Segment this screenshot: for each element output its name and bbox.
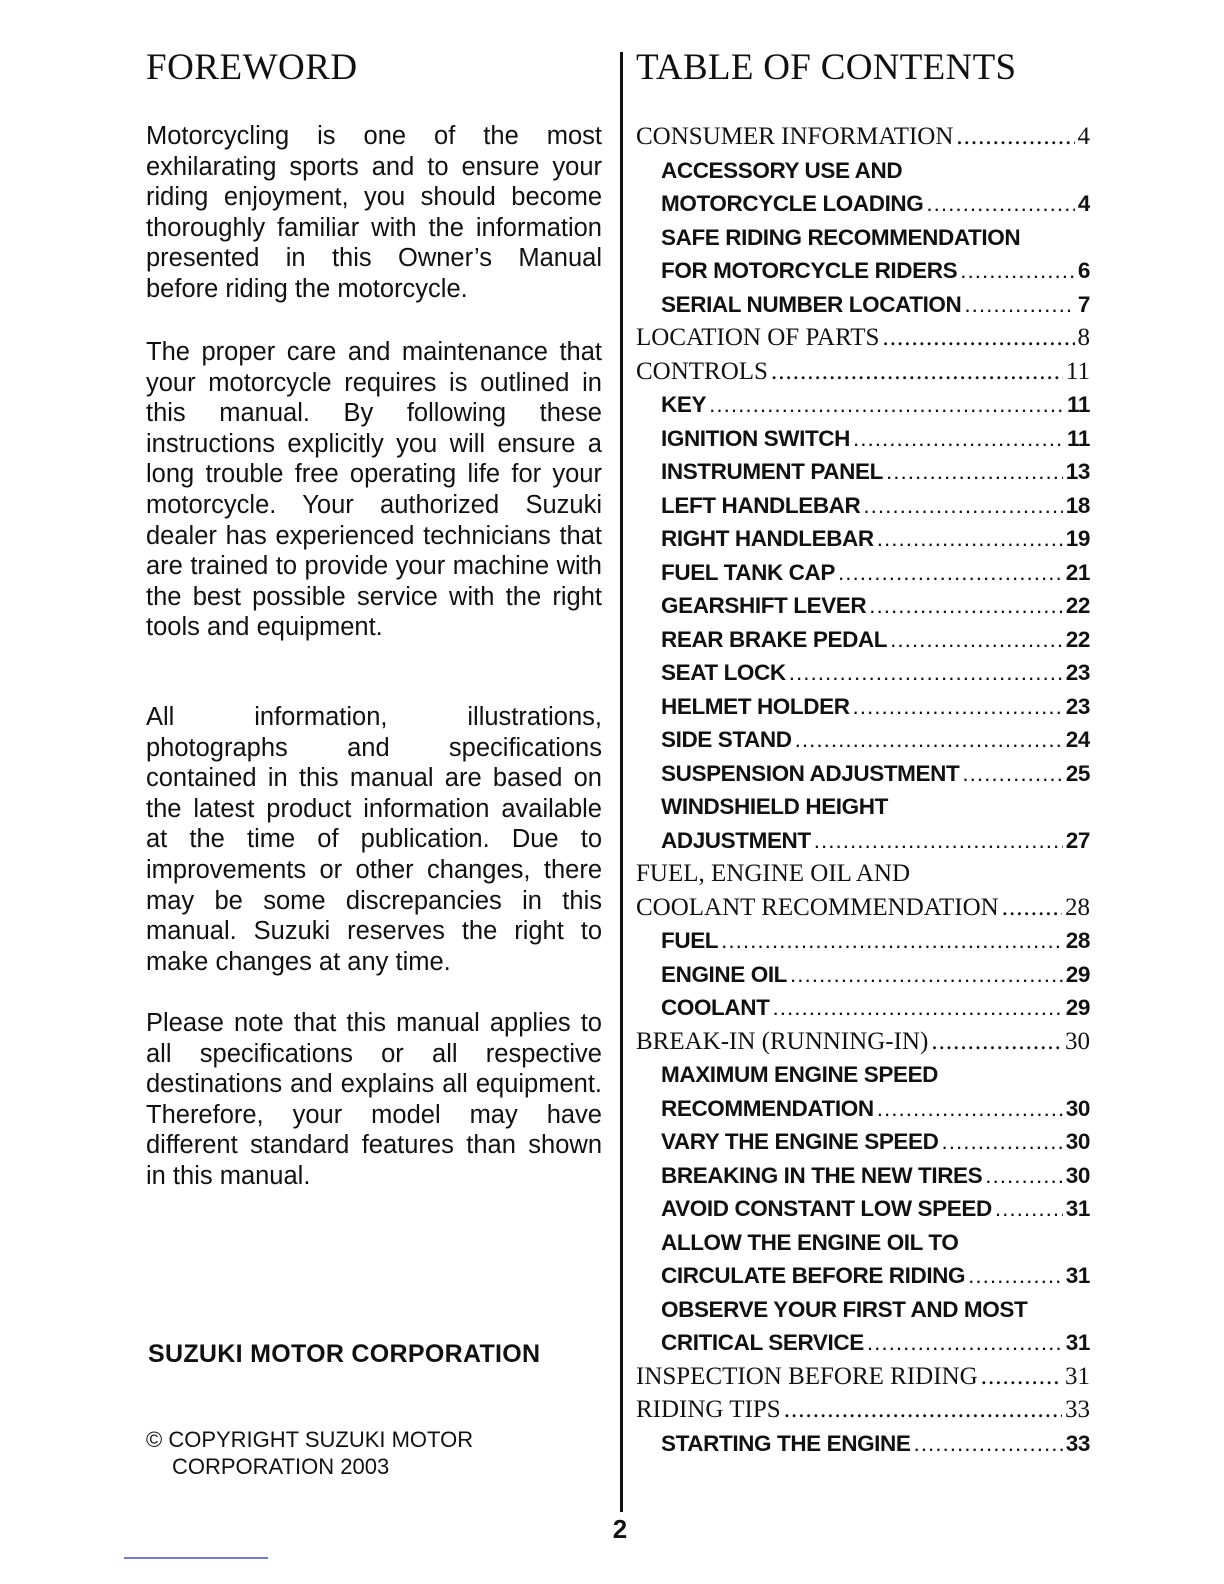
toc-leader-dots <box>709 388 1064 422</box>
toc-entry-page: 18 <box>1065 492 1090 518</box>
foreword-paragraph-2: The proper care and maintenance that your motorcycle requires is outlined in this manual. By following these instructions explicitly you will ensure a long trouble free operating life for your motorcycle. Your authorized Suzuki dealer has experienced technicians that are trained to provide your machine with the best possible service with the right tools and equipment. <box>146 338 602 642</box>
toc-leader-dots <box>877 522 1063 556</box>
toc-entry[interactable] <box>636 991 1090 1025</box>
toc-entry[interactable] <box>636 355 1090 389</box>
toc-entry-page: 29 <box>1065 961 1090 987</box>
toc-leader-dots <box>771 355 1063 389</box>
toc-entry[interactable] <box>636 757 1090 791</box>
toc-entry-page: 27 <box>1065 827 1090 853</box>
toc-leader-dots <box>926 187 1074 221</box>
column-divider <box>620 52 623 1512</box>
page-number: 2 <box>612 1514 628 1544</box>
toc-entry[interactable] <box>636 589 1090 623</box>
toc-entry-page: 30 <box>1065 1027 1090 1055</box>
toc-entry-label: RIGHT HANDLEBAR <box>661 526 874 551</box>
toc-leader-dots <box>867 1326 1063 1360</box>
toc-entry-label: CRITICAL SERVICE <box>661 1330 864 1355</box>
toc-entry-page: 30 <box>1065 1129 1090 1154</box>
toc-entry[interactable] <box>636 1427 1090 1461</box>
toc-entry-page: 29 <box>1065 995 1090 1020</box>
toc-entry[interactable] <box>636 522 1090 556</box>
toc-entry[interactable] <box>636 1393 1090 1427</box>
toc-entry-label: ACCESSORY USE AND <box>661 157 903 183</box>
toc-entry-label: ADJUSTMENT <box>661 827 811 853</box>
toc-entry[interactable] <box>636 857 1090 891</box>
toc-entry-label: FUEL TANK CAP <box>661 559 835 585</box>
toc-entry-page: 7 <box>1077 291 1090 317</box>
toc-entry-page: 31 <box>1065 1263 1090 1288</box>
toc-entry-page: 31 <box>1065 1330 1090 1355</box>
toc-entry[interactable] <box>636 1159 1090 1193</box>
toc-entry-page: 13 <box>1065 459 1090 484</box>
toc-entry-label: SIDE STAND <box>661 727 792 752</box>
toc-entry[interactable] <box>636 891 1090 925</box>
toc-leader-dots <box>853 422 1064 456</box>
toc-entry[interactable] <box>636 1025 1090 1059</box>
toc-entry-label: REAR BRAKE PEDAL <box>661 626 888 652</box>
toc-leader-dots <box>942 1125 1063 1159</box>
toc-entry-label: CONTROLS <box>636 357 768 385</box>
toc-entry-page: 4 <box>1077 191 1090 216</box>
toc-leader-dots <box>721 924 1063 958</box>
toc-leader-dots <box>882 321 1074 355</box>
toc-entry[interactable] <box>636 455 1090 489</box>
toc-entry[interactable] <box>636 556 1090 590</box>
toc-entry-page: 21 <box>1065 559 1090 585</box>
toc-entry-label: IGNITION SWITCH <box>661 425 850 451</box>
foreword-paragraph-3: All information, illustrations, photographs and specifications contained in this manual are based on the latest product information available at the time of publication. Due to improvements or other changes, there may be some discrepancies in this manual. Suzuki reserves the right to make changes at any time. <box>146 703 602 976</box>
toc-leader-dots <box>869 589 1062 623</box>
toc-leader-dots <box>995 1192 1063 1226</box>
toc-leader-dots <box>886 455 1063 489</box>
toc-entry-page: 23 <box>1065 660 1090 685</box>
toc-list <box>636 120 1090 1460</box>
toc-entry-label: WINDSHIELD HEIGHT <box>661 794 888 819</box>
toc-leader-dots <box>981 1360 1062 1394</box>
toc-entry-page: 23 <box>1065 693 1090 719</box>
toc-entry[interactable] <box>636 1092 1090 1126</box>
toc-entry-label: GEARSHIFT LEVER <box>661 593 867 618</box>
corporation-name: SUZUKI MOTOR CORPORATION <box>148 1340 541 1368</box>
toc-entry-page: 4 <box>1077 123 1090 150</box>
toc-entry-page: 33 <box>1065 1430 1090 1456</box>
toc-leader-dots <box>968 1259 1063 1293</box>
foreword-paragraph-1: Motorcycling is one of the most exhilarating sports and to ensure your riding enjoyment, you should become thoroughly familiar with the information presented in this Owner’s Manual before riding the motorcycle. <box>146 122 602 303</box>
toc-leader-dots <box>877 1092 1063 1126</box>
toc-entry-label: COOLANT <box>661 995 770 1020</box>
toc-entry-label: KEY <box>661 392 707 417</box>
toc-entry[interactable] <box>636 1326 1090 1360</box>
toc-column <box>636 44 1090 1456</box>
toc-entry[interactable] <box>636 790 1090 824</box>
toc-entry-page: 30 <box>1065 1095 1090 1121</box>
toc-leader-dots <box>960 254 1075 288</box>
toc-entry[interactable] <box>636 723 1090 757</box>
toc-entry-label: ALLOW THE ENGINE OIL TO <box>661 1229 959 1255</box>
toc-entry-label: SAFE RIDING RECOMMENDATION <box>661 224 1021 250</box>
toc-entry-page: 30 <box>1065 1162 1090 1188</box>
toc-leader-dots <box>814 824 1063 858</box>
toc-entry[interactable] <box>636 120 1090 154</box>
toc-entry[interactable] <box>636 288 1090 322</box>
toc-entry[interactable] <box>636 388 1090 422</box>
bottom-rule <box>124 1557 268 1559</box>
toc-entry-label: LEFT HANDLEBAR <box>661 492 861 518</box>
foreword-column <box>146 44 602 1479</box>
toc-leader-dots <box>838 556 1063 590</box>
toc-entry-label: AVOID CONSTANT LOW SPEED <box>661 1196 992 1221</box>
toc-entry-label: HELMET HOLDER <box>661 693 850 719</box>
toc-leader-dots <box>890 623 1063 657</box>
toc-entry[interactable] <box>636 623 1090 657</box>
toc-entry-page: 31 <box>1065 1196 1090 1221</box>
toc-entry-label: FOR MOTORCYCLE RIDERS <box>661 258 958 283</box>
toc-entry-page: 11 <box>1065 357 1090 385</box>
toc-entry-page: 22 <box>1065 626 1090 652</box>
toc-entry-label: MOTORCYCLE LOADING <box>661 191 924 216</box>
toc-entry[interactable] <box>636 958 1090 992</box>
toc-leader-dots <box>863 489 1062 523</box>
toc-entry[interactable] <box>636 656 1090 690</box>
toc-entry-label: BREAK-IN (RUNNING-IN) <box>636 1027 929 1055</box>
toc-leader-dots <box>962 757 1062 791</box>
toc-entry-label: RIDING TIPS <box>636 1396 781 1423</box>
toc-entry-label: SERIAL NUMBER LOCATION <box>661 291 962 317</box>
toc-entry-page: 31 <box>1065 1362 1090 1390</box>
toc-leader-dots <box>964 288 1075 322</box>
toc-entry-page: 28 <box>1065 893 1090 921</box>
toc-entry-label: RECOMMENDATION <box>661 1095 874 1121</box>
toc-entry-page: 22 <box>1065 593 1090 618</box>
toc-entry[interactable] <box>636 1360 1090 1394</box>
toc-entry-label: FUEL, ENGINE OIL AND <box>636 860 911 887</box>
toc-leader-dots <box>789 656 1063 690</box>
toc-leader-dots <box>931 1025 1062 1059</box>
toc-entry[interactable] <box>636 254 1090 288</box>
toc-entry-label: STARTING THE ENGINE <box>661 1430 911 1456</box>
toc-entry[interactable] <box>636 1226 1090 1260</box>
toc-entry-page: 24 <box>1065 727 1090 752</box>
toc-entry-page: 25 <box>1065 760 1090 786</box>
toc-leader-dots <box>985 1159 1063 1193</box>
toc-entry-page: 11 <box>1067 392 1090 417</box>
toc-leader-dots <box>790 958 1063 992</box>
toc-leader-dots <box>784 1393 1062 1427</box>
toc-leader-dots <box>795 723 1063 757</box>
toc-leader-dots <box>853 690 1063 724</box>
toc-entry[interactable] <box>636 1259 1090 1293</box>
toc-entry[interactable] <box>636 1058 1090 1092</box>
foreword-title: FOREWORD <box>146 47 358 88</box>
toc-entry[interactable] <box>636 924 1090 958</box>
toc-entry-label: SEAT LOCK <box>661 660 786 685</box>
copyright-line-2: CORPORATION 2003 <box>172 1454 390 1479</box>
toc-entry-label: SUSPENSION ADJUSTMENT <box>661 760 960 786</box>
toc-entry-label: OBSERVE YOUR FIRST AND MOST <box>661 1296 1028 1322</box>
toc-entry-label: INSTRUMENT PANEL <box>661 459 883 484</box>
toc-leader-dots <box>772 991 1062 1025</box>
toc-entry[interactable] <box>636 1125 1090 1159</box>
toc-leader-dots <box>1002 891 1062 925</box>
toc-entry[interactable] <box>636 187 1090 221</box>
toc-entry[interactable] <box>636 489 1090 523</box>
toc-entry-label: VARY THE ENGINE SPEED <box>661 1129 939 1154</box>
toc-entry[interactable] <box>636 1293 1090 1327</box>
toc-entry-label: COOLANT RECOMMENDATION <box>636 893 999 921</box>
toc-entry-page: 33 <box>1065 1396 1090 1423</box>
toc-entry[interactable] <box>636 824 1090 858</box>
toc-entry[interactable] <box>636 221 1090 255</box>
toc-title: TABLE OF CONTENTS <box>636 47 1017 88</box>
toc-entry[interactable] <box>636 321 1090 355</box>
toc-entry[interactable] <box>636 422 1090 456</box>
foreword-paragraph-4: Please note that this manual applies to all specifications or all respective destinations and explains all equipment. Therefore, your model may have different standard features than shown in this manual. <box>146 1009 602 1190</box>
toc-entry-label: INSPECTION BEFORE RIDING <box>636 1362 978 1390</box>
toc-leader-dots <box>956 120 1074 154</box>
toc-entry-page: 19 <box>1065 526 1090 551</box>
toc-entry-page: 11 <box>1067 425 1090 451</box>
toc-entry-label: CIRCULATE BEFORE RIDING <box>661 1263 966 1288</box>
toc-entry[interactable] <box>636 690 1090 724</box>
toc-entry-label: FUEL <box>661 928 719 953</box>
copyright-notice <box>146 1426 473 1480</box>
toc-entry-label: LOCATION OF PARTS <box>636 324 880 351</box>
toc-leader-dots <box>914 1427 1063 1461</box>
toc-entry-page: 28 <box>1065 928 1090 953</box>
toc-entry-page: 6 <box>1077 258 1090 283</box>
toc-entry-label: MAXIMUM ENGINE SPEED <box>661 1062 939 1087</box>
toc-entry-label: BREAKING IN THE NEW TIRES <box>661 1162 983 1188</box>
toc-entry[interactable] <box>636 1192 1090 1226</box>
toc-entry-label: ENGINE OIL <box>661 961 788 987</box>
toc-entry-label: CONSUMER INFORMATION <box>636 123 954 150</box>
toc-entry-page: 8 <box>1077 324 1090 351</box>
copyright-line-1: © COPYRIGHT SUZUKI MOTOR <box>146 1427 474 1452</box>
toc-entry[interactable] <box>636 154 1090 188</box>
